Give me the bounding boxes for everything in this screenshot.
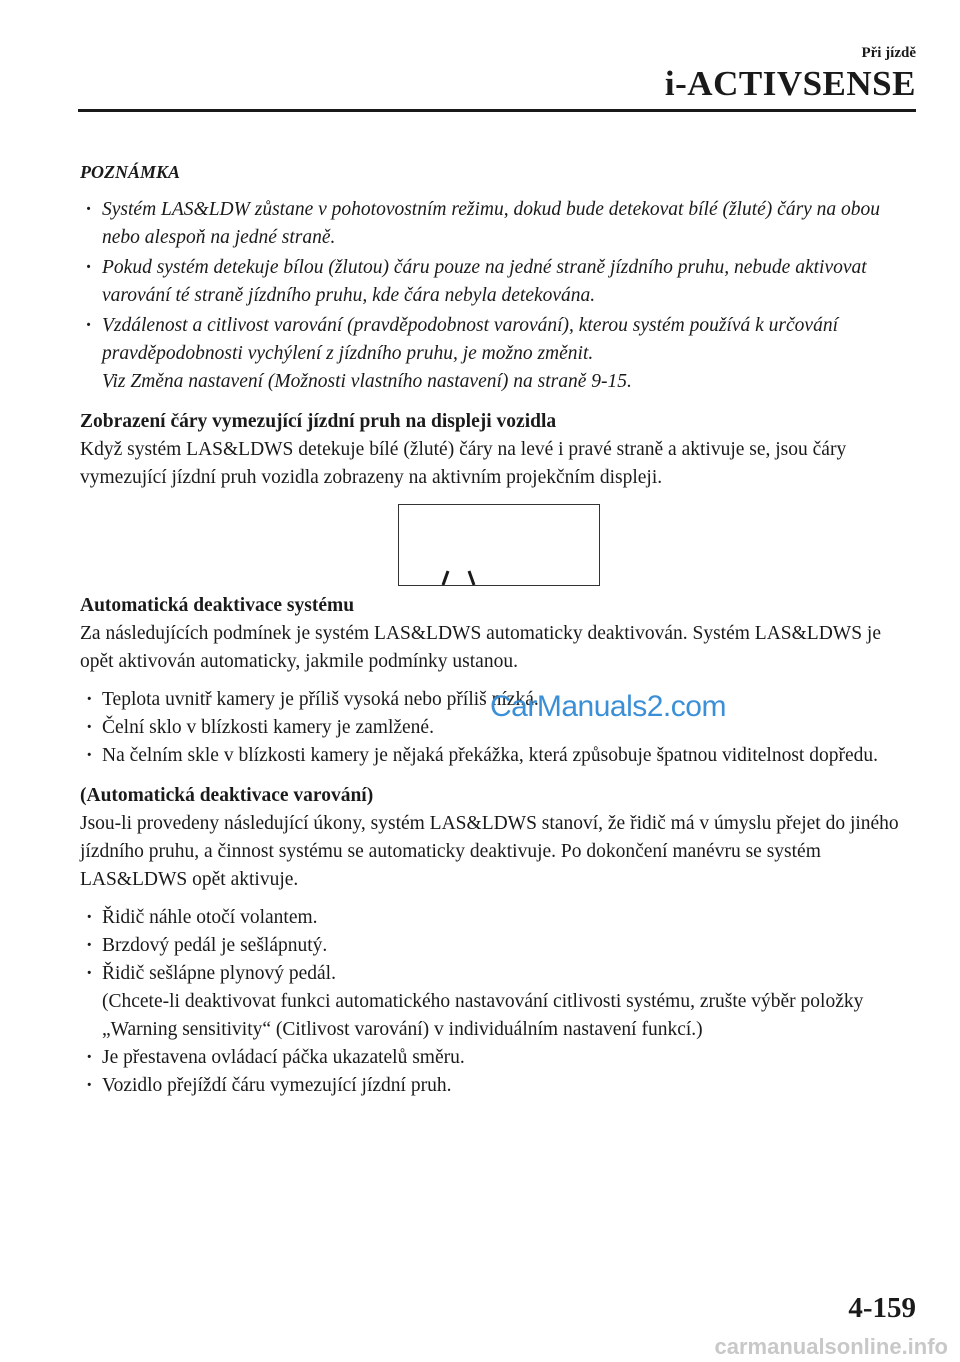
sub-note: (Chcete-li deaktivovat funkci automatického nastavování citlivosti systému, zrušte výběr položky „Warning sensitivity“ (Citlivost varování) v individuálním nastavení funkcí.) — [102, 991, 864, 1040]
footer-watermark: carmanualsonline.info — [714, 1334, 948, 1359]
list-item-text: Řidič sešlápne plynový pedál. — [102, 963, 336, 984]
warning-deactivation-list — [80, 904, 916, 1100]
list-item — [80, 960, 916, 1044]
display-heading: Zobrazení čáry vymezující jízdní pruh na displeji vozidla — [80, 411, 557, 432]
watermark-logo: CarManuals2.com — [490, 690, 726, 723]
left-lane-line — [443, 571, 448, 585]
lane-display-illustration — [398, 504, 600, 586]
page-number: 4-159 — [848, 1292, 916, 1324]
list-item: · Je přestavena ovládací páčka ukazatelů směru. — [80, 1044, 916, 1072]
page-header — [665, 44, 916, 104]
list-item: · Brzdový pedál je sešlápnutý. — [80, 932, 916, 960]
chapter-title: i-ACTIVSENSE — [664, 64, 916, 103]
auto-deactivation-heading: Automatická deaktivace systému — [80, 595, 355, 616]
page-content — [80, 158, 916, 1100]
list-item: · Čelní sklo v blízkosti kamery je zamlžené. — [80, 714, 916, 742]
list-item: · Vozidlo přejíždí čáru vymezující jízdní pruh. — [80, 1072, 916, 1100]
list-item: · Teplota uvnitř kamery je příliš vysoká nebo příliš nízká. — [80, 686, 916, 714]
auto-deactivation-section — [80, 592, 916, 770]
note-item — [80, 312, 916, 396]
warning-deactivation-heading: (Automatická deaktivace varování) — [80, 785, 374, 806]
note-item: · Systém LAS&LDW zůstane v pohotovostním režimu, dokud bude detekovat bílé (žluté) čáry na obou nebo alespoň na jedné straně. — [80, 196, 916, 252]
note-list — [80, 196, 916, 396]
section-title: Při jízdě — [861, 45, 916, 61]
display-section — [80, 408, 916, 586]
list-item: · Řidič náhle otočí volantem. — [80, 904, 916, 932]
note-item-text: Vzdálenost a citlivost varování (pravděpodobnost varování), kterou systém používá k určování pravděpodobnosti vychýlení z jízdního pruhu, je možno změnit. — [102, 315, 838, 364]
display-text: Když systém LAS&LDWS detekuje bílé (žluté) čáry na levé i pravé straně a aktivuje se, jsou čáry vymezující jízdní pruh vozidla zobrazeny na aktivním projekčním displeji. — [80, 439, 847, 488]
warning-deactivation-section — [80, 782, 916, 1100]
note-reference: Viz Změna nastavení (Možnosti vlastního nastavení) na straně 9-15. — [102, 371, 632, 392]
auto-deactivation-text: Za následujících podmínek je systém LAS&LDWS automaticky deaktivován. Systém LAS&LDWS je opět aktivován automaticky, jakmile podmínky ustanou. — [80, 623, 881, 672]
note-item: · Pokud systém detekuje bílou (žlutou) čáru pouze na jedné straně jízdního pruhu, nebude aktivovat varování té straně jízdního pruhu, kde čára nebyla detekována. — [80, 254, 916, 310]
note-title: POZNÁMKA — [80, 162, 181, 182]
header-rule — [78, 109, 916, 112]
lane-lines-icon — [399, 505, 599, 585]
list-item: · Na čelním skle v blízkosti kamery je nějaká překážka, která způsobuje špatnou viditelnost dopředu. — [80, 742, 916, 770]
right-lane-line — [469, 571, 474, 585]
warning-deactivation-text: Jsou-li provedeny následující úkony, systém LAS&LDWS stanoví, že řidič má v úmyslu přejet do jiného jízdního pruhu, a činnost systému se automaticky deaktivuje. Po dokončení manévru se systém LAS&LDWS opět aktivuje. — [80, 813, 899, 890]
